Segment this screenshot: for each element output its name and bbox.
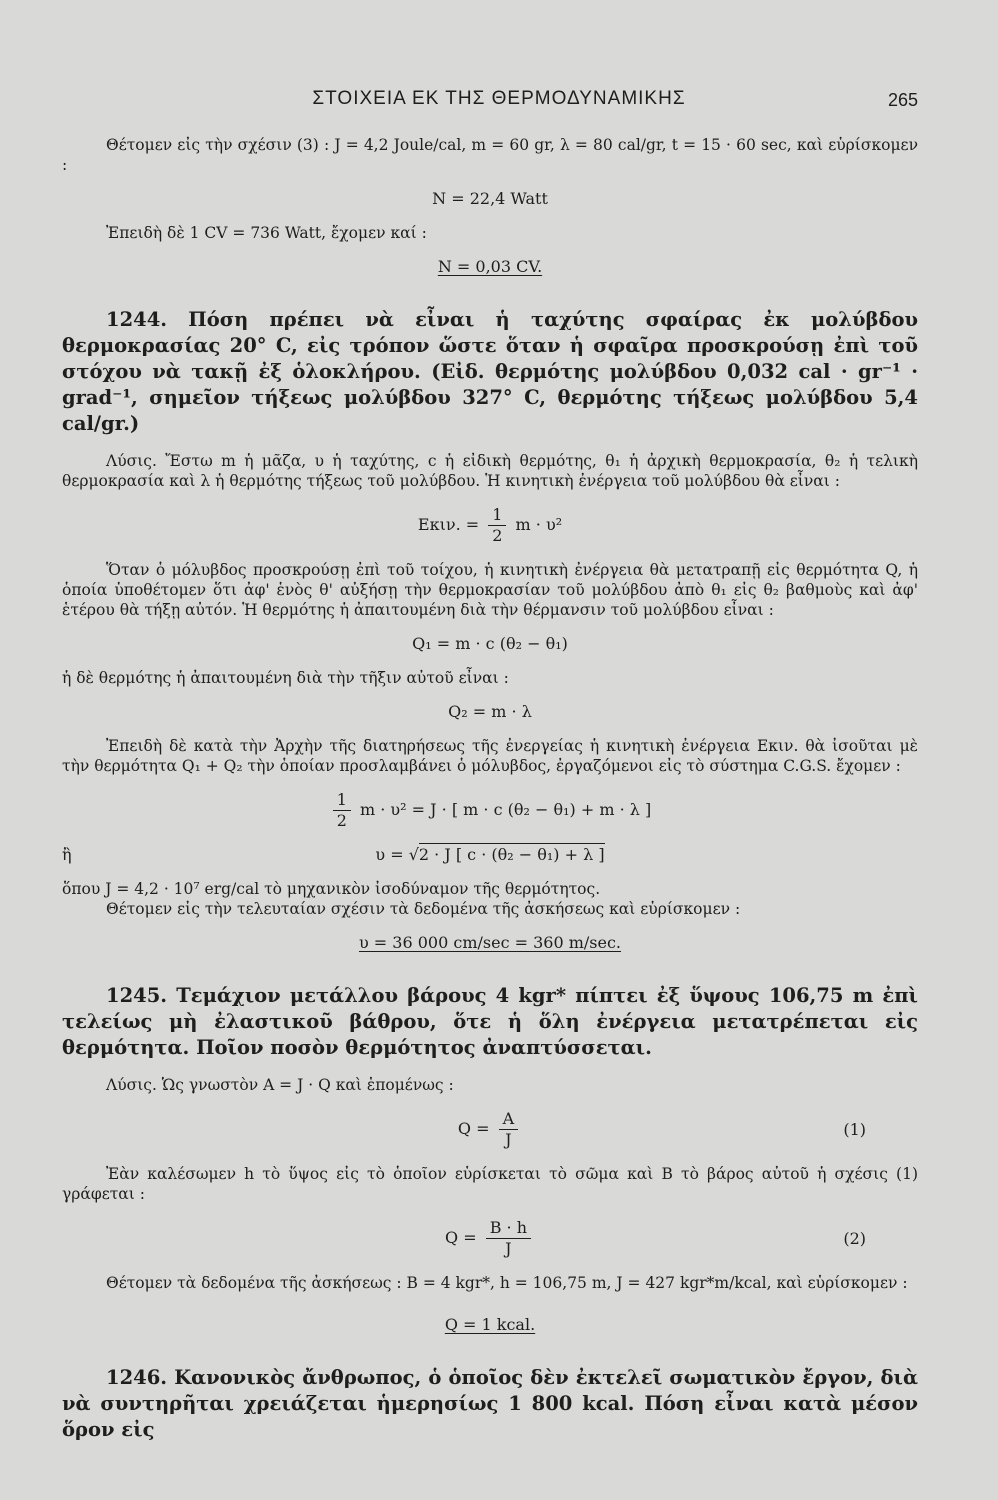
heat-result	[62, 1315, 918, 1335]
eq1-left: Q =	[457, 1119, 490, 1138]
velocity-equation	[62, 845, 918, 865]
problem-1244-solution-intro: Λύσις. Ἔστω m ἡ μᾶζα, υ ἡ ταχύτης, c ἡ εἰδικὴ θερμότης, θ₁ ἡ ἀρχικὴ θερμοκρασία, θ₂ ἡ τελικὴ θερμοκρασία καὶ λ ἡ θερμότης τήξεως τοῦ μολύβδου. Ἡ κινητικὴ ἐνέργεια τοῦ μολύβδου θὰ εἶναι :	[62, 452, 918, 490]
fraction-denominator: J	[505, 1239, 512, 1258]
fraction-numerator: 1	[333, 790, 351, 811]
conservation-text: Ἐπειδὴ δὲ κατὰ τὴν Ἀρχὴν τῆς διατηρήσεως τῆς ἐνεργείας ἡ κινητικὴ ἐνέργεια Eκιν. θὰ ἰσοῦται μὲ τὴν θερμότητα Q₁ + Q₂ τὴν ὁποίαν προσλαμβάνει ὁ μόλυβδος, ἐργαζόμενοι εἰς τὸ σύστημα C.G.S. ἔχομεν :	[62, 737, 918, 775]
equation-label-2: (2)	[843, 1228, 866, 1248]
heating-equation: Q₁ = m · c (θ₂ − θ₁)	[412, 634, 568, 653]
velocity-left: υ = √	[375, 845, 419, 864]
mechanical-equivalent-text: ὅπου J = 4,2 · 10⁷ erg/cal τὸ μηχανικὸν ἰσοδύναμον τῆς θερμότητος.	[62, 880, 601, 898]
fraction-denominator: J	[505, 1130, 512, 1149]
fraction-numerator: B · h	[486, 1218, 531, 1239]
problem-1246-statement: 1246. Κανονικὸς ἄνθρωπος, ὁ ὁποῖος δὲν ἐκτελεῖ σωματικὸν ἔργον, διὰ νὰ συντηρῆται χρειάζεται ἡμερησίως 1 800 kcal. Πόση εἶναι κατὰ μέσον ὅρον εἰς	[62, 1366, 918, 1441]
intro-text: Θέτομεν εἰς τὴν σχέσιν (3) : J = 4,2 Joule/cal, m = 60 gr, λ = 80 cal/gr, t = 15 · 60 sec, καὶ εὑρίσκομεν :	[62, 136, 918, 174]
height-text: Ἐὰν καλέσωμεν h τὸ ὕψος εἰς τὸ ὁποῖον εὑρίσκεται τὸ σῶμα καὶ B τὸ βάρος αὐτοῦ ἡ σχέσις (1) γράφεται :	[62, 1165, 918, 1203]
equation-label-1: (1)	[843, 1119, 866, 1139]
result-underlined: Q = 1 kcal.	[444, 1315, 536, 1334]
fraction-a-over-j	[499, 1109, 519, 1150]
ekin-right: m · υ²	[515, 515, 563, 534]
melting-equation: Q₂ = m · λ	[448, 702, 532, 721]
fraction-denominator: 2	[492, 526, 503, 545]
problem-1245-statement: 1245. Τεμάχιον μετάλλου βάρους 4 kgr* πίπτει ἐξ ὕψους 106,75 m ἐπὶ τελείως μὴ ἐλαστικοῦ βάθρου, ὅτε ἡ ὅλη ἐνέργεια μετατρέπεται εἰς θερμότητα. Ποῖον ποσὸν θερμότητος ἀναπτύσσεται.	[62, 984, 918, 1059]
ekin-left: Eκιν. =	[417, 515, 480, 534]
or-label: ἢ	[62, 845, 72, 864]
page-content	[62, 135, 918, 1443]
running-header: ΣΤΟΙΧΕΙΑ ΕΚ ΤΗΣ ΘΕΡΜΟΔΥΝΑΜΙΚΗΣ	[312, 88, 686, 109]
kinetic-energy-equation	[62, 505, 918, 546]
fraction-bh-over-j	[486, 1218, 531, 1259]
velocity-radicand: 2 · J [ c · (θ₂ − θ₁) + λ ]	[418, 845, 605, 864]
heat-equation-2	[62, 1218, 918, 1259]
fraction-half	[488, 505, 506, 546]
power-result	[62, 257, 918, 277]
power-equation: N = 22,4 Watt	[432, 189, 548, 208]
fraction-numerator: A	[499, 1109, 519, 1130]
conversion-text: Ἐπειδὴ δὲ 1 CV = 736 Watt, ἔχομεν καί :	[106, 224, 427, 242]
fraction-denominator: 2	[336, 811, 347, 830]
energy-balance-equation	[62, 790, 918, 831]
result-underlined: N = 0,03 CV.	[437, 257, 543, 276]
substitution-text: Θέτομεν εἰς τὴν τελευταίαν σχέσιν τὰ δεδομένα τῆς ἀσκήσεως καὶ εὑρίσκομεν :	[106, 900, 741, 918]
melting-text: ἡ δὲ θερμότης ἡ ἀπαιτουμένη διὰ τὴν τῆξιν αὐτοῦ εἶναι :	[62, 669, 509, 687]
fraction-numerator: 1	[488, 505, 506, 526]
collision-text: Ὅταν ὁ μόλυβδος προσκρούσῃ ἐπὶ τοῦ τοίχου, ἡ κινητικὴ ἐνέργεια θὰ μετατραπῇ εἰς θερμότητα Q, ἡ ὁποία ὑποθέτομεν ὅτι ἀφ' ἑνὸς θ' αὐξήσῃ τὴν θερμοκρασίαν τοῦ μολύβδου ἀπὸ θ₁ εἰς θ₂ βαθμοὺς καὶ ἀφ' ἑτέρου θὰ τήξῃ αὐτόν. Ἡ θερμότης ἡ ἀπαιτουμένη διὰ τὴν θέρμανσιν τοῦ μολύβδου εἶναι :	[62, 561, 918, 619]
velocity-result	[62, 933, 918, 953]
problem-1245-solution-intro: Λύσις. Ὡς γνωστὸν A = J · Q καὶ ἑπομένως :	[106, 1076, 454, 1094]
heat-equation-1	[62, 1109, 918, 1150]
eq2-left: Q =	[444, 1228, 477, 1247]
result-underlined: υ = 36 000 cm/sec = 360 m/sec.	[358, 933, 622, 952]
energy-balance-right: m · υ² = J · [ m · c (θ₂ − θ₁) + m · λ ]	[360, 800, 652, 819]
given-values-text: Θέτομεν τὰ δεδομένα τῆς ἀσκήσεως : B = 4 kgr*, h = 106,75 m, J = 427 kgr*m/kcal, καὶ εὑρίσκομεν :	[106, 1274, 908, 1292]
fraction-half-2	[333, 790, 351, 831]
page-number: 265	[887, 90, 918, 110]
problem-1244-statement: 1244. Πόση πρέπει νὰ εἶναι ἡ ταχύτης σφαίρας ἐκ μολύβδου θερμοκρασίας 20° C, εἰς τρόπον ὥστε ὅταν ἡ σφαῖρα προσκρούσῃ ἐπὶ τοῦ στόχου νὰ τακῇ ἐξ ὁλοκλήρου. (Εἰδ. θερμότης μολύβδου 0,032 cal · gr⁻¹ · grad⁻¹, σημεῖον τήξεως μολύβδου 327° C, θερμότης τήξεως μολύβδου 5,4 cal/gr.)	[62, 308, 918, 435]
